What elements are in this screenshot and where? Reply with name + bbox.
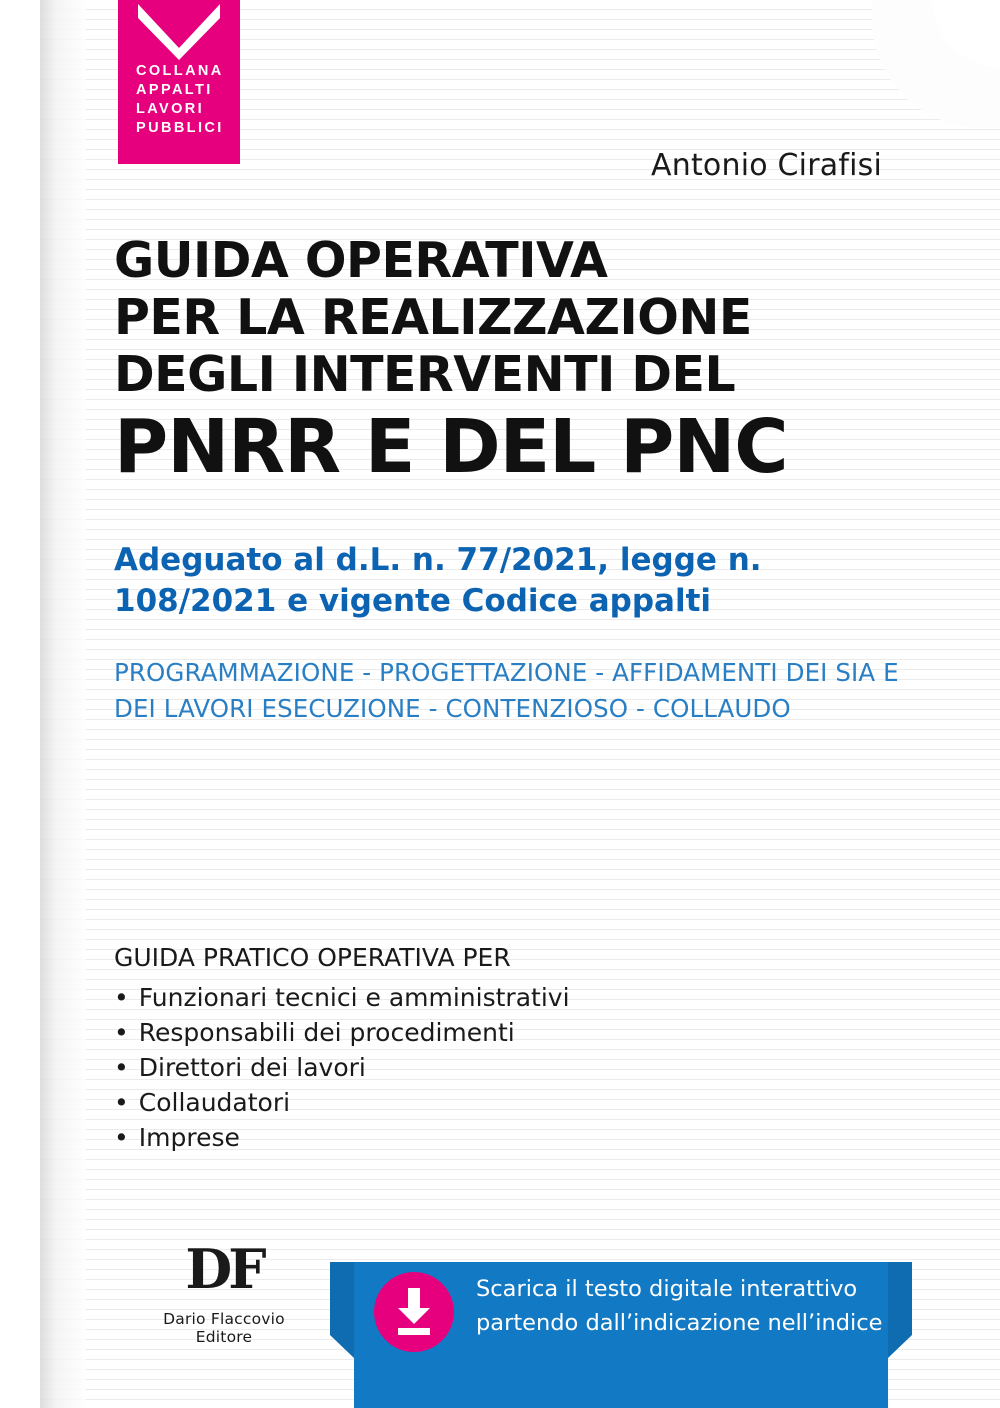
author-name: Antonio Cirafisi	[651, 148, 882, 183]
title-line-3: DEGLI INTERVENTI DEL	[114, 346, 736, 403]
list-item: • Funzionari tecnici e amministrativi	[114, 980, 714, 1015]
publisher-name: Dario Flaccovio Editore	[163, 1310, 285, 1346]
series-badge-line-2: APPALTI	[136, 82, 213, 98]
audience-items	[114, 980, 714, 1155]
topics-list: PROGRAMMAZIONE - PROGETTAZIONE - AFFIDAMENTI DEI SIA E DEI LAVORI ESECUZIONE - CONTENZIOSO - COLLAUDO	[114, 658, 899, 723]
list-item: • Direttori dei lavori	[114, 1050, 714, 1085]
audience-block	[114, 940, 714, 1155]
series-badge	[118, 0, 240, 164]
corner-rounding	[932, 0, 1000, 68]
page-title	[114, 232, 914, 489]
list-item: • Responsabili dei procedimenti	[114, 1015, 714, 1050]
publisher-mark: DF	[185, 1237, 263, 1301]
publisher-logo	[134, 1238, 314, 1346]
download-banner-text	[476, 1272, 896, 1340]
series-badge-line-4: PUBBLICI	[136, 120, 224, 136]
series-badge-line-1: COLLANA	[136, 63, 224, 79]
series-badge-line-3: LAVORI	[136, 101, 205, 117]
audience-heading: GUIDA PRATICO OPERATIVA PER	[114, 943, 511, 972]
chevron-down-icon	[134, 4, 224, 60]
subtitle: Adeguato al d.L. n. 77/2021, legge n. 108/2021 e vigente Codice appalti	[114, 542, 762, 619]
download-banner-line-2: partendo dall’indicazione nell’indice	[476, 1310, 883, 1336]
title-line-1: GUIDA OPERATIVA	[114, 232, 608, 289]
title-line-2: PER LA REALIZZAZIONE	[114, 289, 752, 346]
list-item: • Collaudatori	[114, 1085, 714, 1120]
title-main: PNRR E DEL PNC	[114, 404, 788, 490]
list-item: • Imprese	[114, 1120, 714, 1155]
page-curl-shadow	[40, 0, 86, 1408]
download-icon	[394, 1288, 434, 1336]
download-banner-line-1: Scarica il testo digitale interattivo	[476, 1276, 858, 1302]
